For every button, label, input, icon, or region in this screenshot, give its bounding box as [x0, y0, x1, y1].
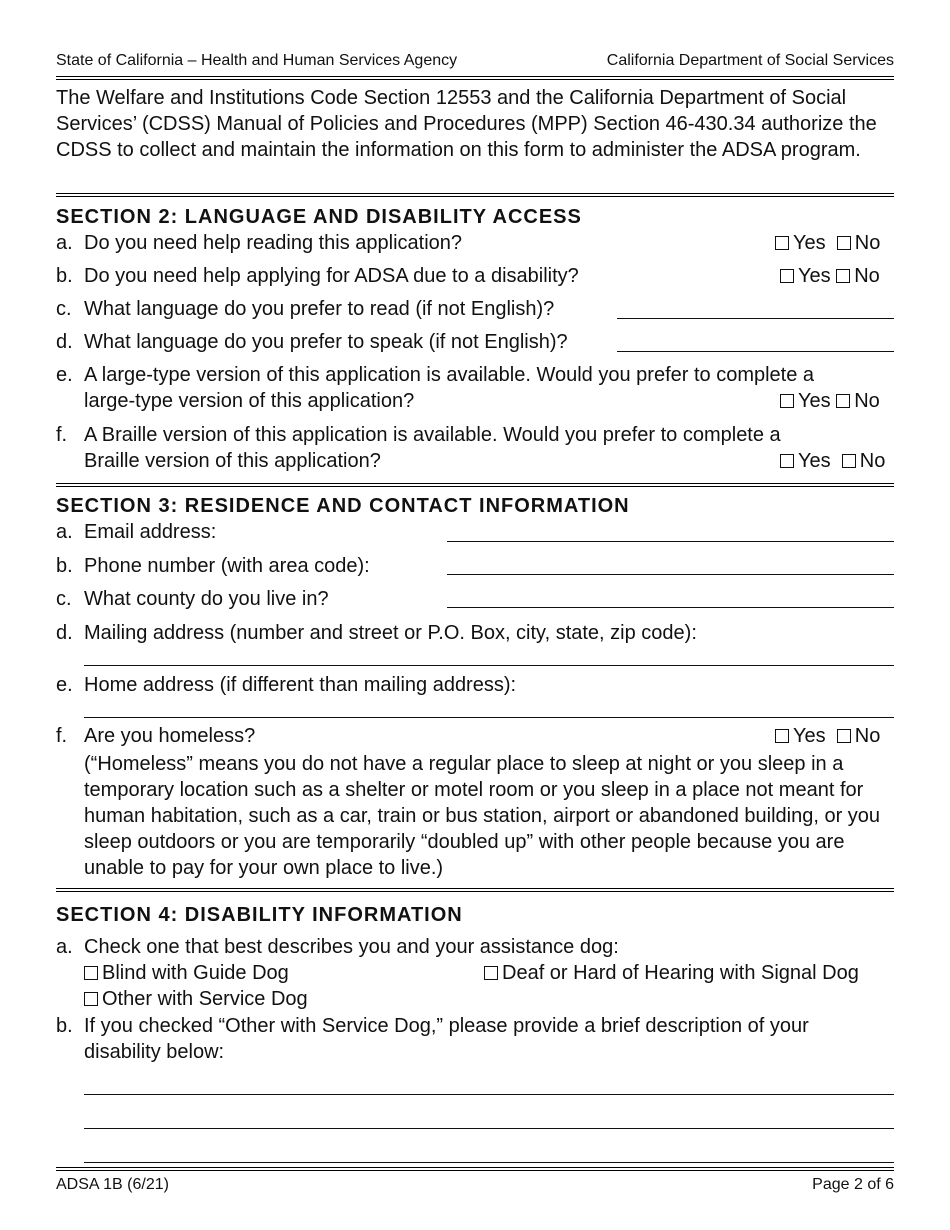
home-address-field[interactable] [84, 717, 894, 718]
read-language-field[interactable] [617, 318, 894, 319]
header-divider [56, 76, 894, 80]
item-letter: d. [56, 331, 73, 353]
disability-description-line-3[interactable] [84, 1162, 894, 1163]
checkbox-icon [780, 269, 794, 283]
checkbox-icon [775, 729, 789, 743]
yes-label: Yes [793, 725, 826, 747]
yes-label: Yes [798, 265, 831, 287]
agency-header: State of California – Health and Human Services Agency [56, 52, 458, 69]
department-header: California Department of Social Services [606, 52, 894, 69]
homeless-options [775, 725, 880, 748]
county-field[interactable] [447, 607, 894, 608]
question-phone: Phone number (with area code): [84, 555, 370, 577]
question-home-address: Home address (if different than mailing address): [84, 674, 517, 696]
signal-dog-checkbox[interactable] [484, 962, 859, 985]
item-letter: c. [56, 588, 72, 610]
braille-no-checkbox[interactable] [842, 450, 886, 472]
item-letter: b. [56, 1015, 73, 1037]
authority-statement: The Welfare and Institutions Code Section 12553 and the California Department of Social Services’ (CDSS) Manual of Policies and Procedures (MPP) Section 46-430.34 authorize the CDSS to collect and maintain the information on this form to administer the ADSA program. [56, 87, 877, 161]
question-read-language: What language do you prefer to read (if not English)? [84, 298, 555, 320]
service-dog-label: Other with Service Dog [102, 988, 308, 1010]
divider [56, 888, 894, 892]
mailing-address-field[interactable] [84, 665, 894, 666]
question-mailing-address: Mailing address (number and street or P.O. Box, city, state, zip code): [84, 622, 697, 644]
no-label: No [854, 390, 880, 412]
no-label: No [854, 232, 881, 254]
yes-label: Yes [798, 450, 831, 472]
guide-dog-label: Blind with Guide Dog [102, 962, 289, 984]
help-applying-yes-checkbox[interactable] [780, 265, 831, 287]
email-field[interactable] [447, 541, 894, 542]
form-number: ADSA 1B (6/21) [56, 1176, 169, 1193]
signal-dog-label: Deaf or Hard of Hearing with Signal Dog [502, 962, 859, 984]
no-label: No [854, 725, 881, 747]
question-county: What county do you live in? [84, 588, 329, 610]
checkbox-icon [780, 394, 794, 408]
item-letter: f. [56, 725, 68, 747]
question-speak-language: What language do you prefer to speak (if not English)? [84, 331, 568, 353]
footer-divider [56, 1167, 894, 1171]
question-braille-line1: A Braille version of this application is available. Would you prefer to complete a [84, 424, 781, 446]
homeless-no-checkbox[interactable] [837, 725, 881, 747]
divider [56, 193, 894, 197]
divider [56, 483, 894, 487]
speak-language-field[interactable] [617, 351, 894, 352]
help-reading-yes-checkbox[interactable] [775, 232, 826, 254]
checkbox-icon [780, 454, 794, 468]
question-braille-line2: Braille version of this application? [84, 450, 381, 472]
checkbox-icon [84, 992, 98, 1006]
checkbox-icon [842, 454, 856, 468]
question-help-reading: Do you need help reading this application? [84, 232, 463, 254]
question-disability-desc-line2: disability below: [84, 1041, 225, 1063]
item-letter: e. [56, 674, 73, 696]
checkbox-icon [484, 966, 498, 980]
checkbox-icon [837, 729, 851, 743]
checkbox-icon [836, 394, 850, 408]
page-number: Page 2 of 6 [812, 1176, 894, 1193]
question-dog-type: Check one that best describes you and your assistance dog: [84, 936, 619, 958]
help-reading-no-checkbox[interactable] [837, 232, 881, 254]
disability-description-field[interactable] [84, 1094, 894, 1095]
service-dog-checkbox[interactable] [84, 988, 308, 1011]
no-label: No [854, 265, 880, 287]
item-letter: a. [56, 232, 73, 254]
phone-field[interactable] [447, 574, 894, 575]
item-letter: c. [56, 298, 72, 320]
checkbox-icon [836, 269, 850, 283]
item-letter: a. [56, 521, 73, 543]
no-label: No [859, 450, 886, 472]
braille-options [780, 450, 885, 473]
yes-label: Yes [793, 232, 826, 254]
question-disability-desc-line1: If you checked “Other with Service Dog,” please provide a brief description of your [84, 1015, 809, 1037]
large-type-yes-checkbox[interactable] [780, 390, 831, 412]
section-3-title: SECTION 3: RESIDENCE AND CONTACT INFORMATION [56, 495, 630, 517]
large-type-no-checkbox[interactable] [836, 390, 880, 412]
question-large-type-line1: A large-type version of this application is available. Would you prefer to complete a [84, 364, 815, 386]
checkbox-icon [775, 236, 789, 250]
item-letter: a. [56, 936, 73, 958]
item-letter: b. [56, 555, 73, 577]
help-reading-options [775, 232, 880, 255]
section-2-title: SECTION 2: LANGUAGE AND DISABILITY ACCESS [56, 206, 582, 228]
section-4-title: SECTION 4: DISABILITY INFORMATION [56, 904, 463, 926]
checkbox-icon [837, 236, 851, 250]
question-email: Email address: [84, 521, 217, 543]
checkbox-icon [84, 966, 98, 980]
item-letter: b. [56, 265, 73, 287]
question-help-applying: Do you need help applying for ADSA due to a disability? [84, 265, 579, 287]
homeless-yes-checkbox[interactable] [775, 725, 826, 747]
help-applying-options [780, 265, 880, 288]
large-type-options [780, 390, 880, 413]
help-applying-no-checkbox[interactable] [836, 265, 880, 287]
item-letter: d. [56, 622, 73, 644]
item-letter: f. [56, 424, 68, 446]
disability-description-line-2[interactable] [84, 1128, 894, 1129]
braille-yes-checkbox[interactable] [780, 450, 831, 472]
yes-label: Yes [798, 390, 831, 412]
item-letter: e. [56, 364, 73, 386]
question-homeless: Are you homeless? [84, 725, 256, 747]
guide-dog-checkbox[interactable] [84, 962, 289, 985]
question-large-type-line2: large-type version of this application? [84, 390, 415, 412]
homeless-definition: (“Homeless” means you do not have a regular place to sleep at night or you sleep in a temporary location such as a shelter or motel room or you sleep in a place not meant for human habitation, such as a car, train or bus station, airport or abandoned building, or you sleep outdoors or you are temporarily “doubled up” with other people because you are unable to pay for your own place to live.) [84, 753, 881, 879]
